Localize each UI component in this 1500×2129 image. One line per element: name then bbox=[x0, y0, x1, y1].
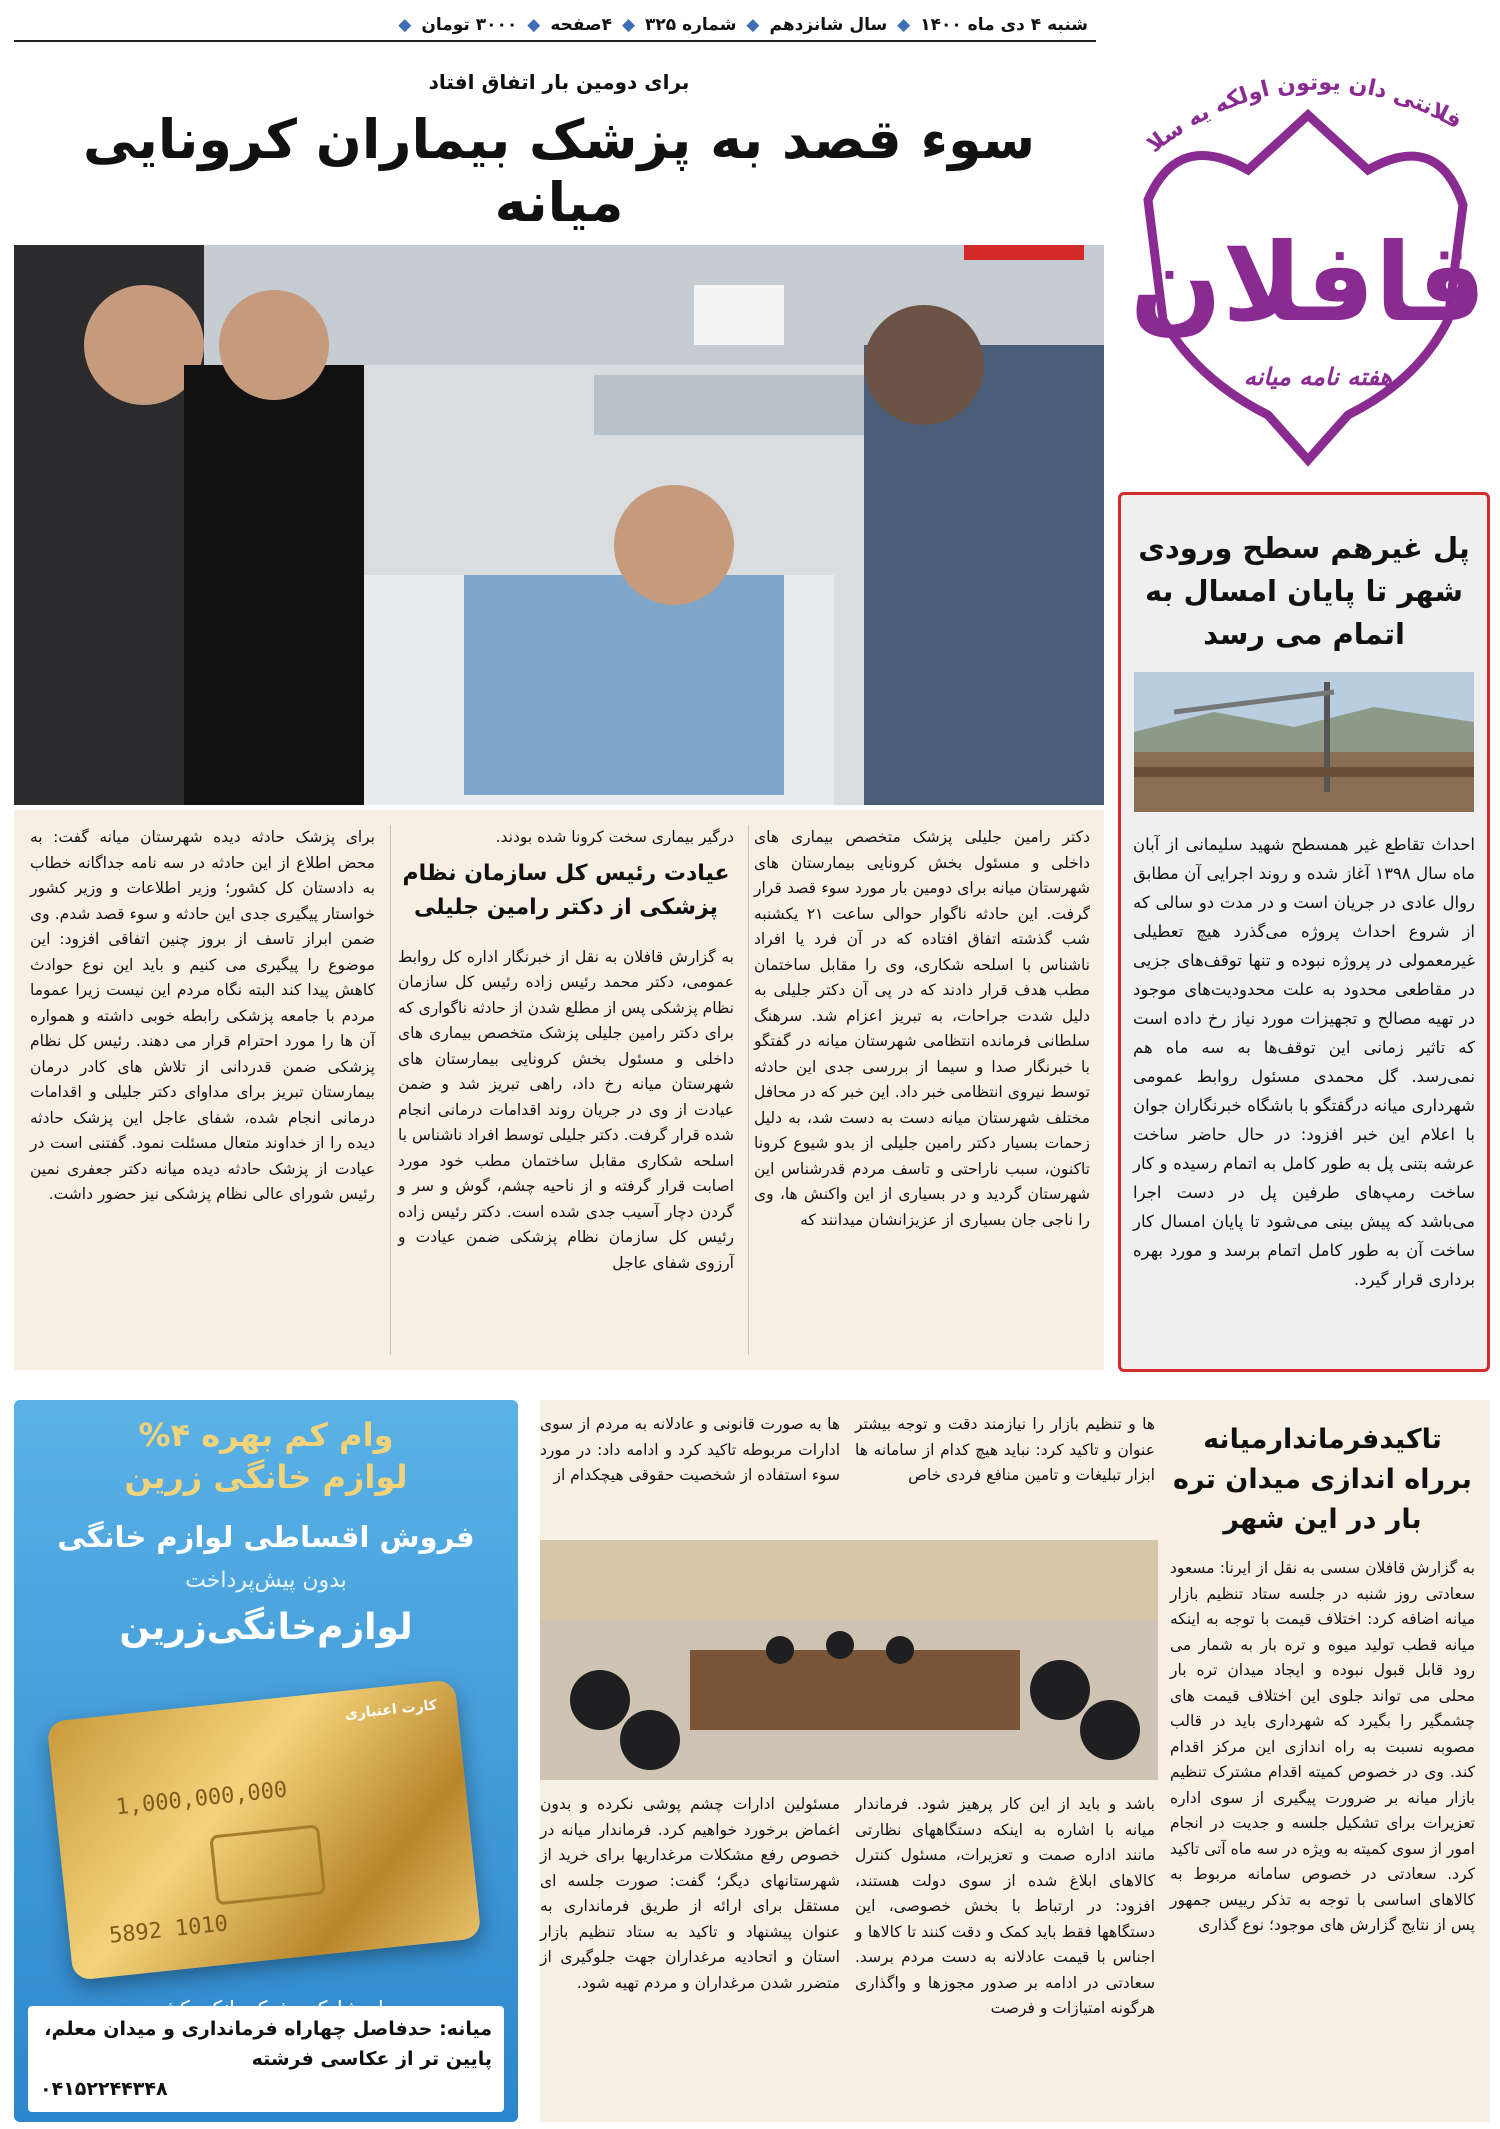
second-bottom-right: باشد و باید از این کار پرهیز شود. فرماندار میانه با اشاره به اینکه دستگاههای نظارتی مانند اداره صمت و تعزیرات، مسئول کنترل کالاهای ابلاغ شده از سوی دولت هستند، افزود: در ارتباط با بخش خصوصی، این دستگاهها فقط باید کمک و دقت کنند تا کالاها و اجناس با قیمت عادلانه به دست مردم برسد. سعادتی در ادامه بر صدور مجوزها و واگذاری هرگونه امتیازات و فرصت bbox=[855, 1795, 1155, 2017]
logo-subtitle: هفته نامه میانه bbox=[1243, 363, 1393, 391]
svg-text:قافلانتی دان یوتون اولکه یه سل bbox=[1118, 20, 1466, 158]
ad-address: میانه: حدفاصل چهاراه فرمانداری و میدان معلم، پایین تر از عکاسی فرشته bbox=[44, 2018, 492, 2070]
lead-column-middle-text: به گزارش قافلان به نقل از خبرنگار اداره کل روابط عمومی، دکتر محمد رئیس زاده رئیس کل سازمان نظام پزشکی پس از مطلع شدن از حادثه ناگواری که برای دکتر رامین جلیلی پزشک متخصص بیماری های داخلی و مسئول بخش کرونایی بیمارستان های شهرستان میانه رخ داد، راهی تبریز شد و ضمن عیادت از وی در جریان روند اقدامات درمانی انجام شده قرار گرفت. دکتر جلیلی توسط افراد ناشناس با اسلحه شکاری مقابل ساختمان مطب خود مورد اصابت قرار گرفته و از ناحیه چشم، گوش و سر و گردن دچار آسیب جدی شده است. دکتر رئیس زاده رئیس کل سازمان نظام پزشکی ضمن عیادت و آرزوی شفای عاجل bbox=[398, 947, 734, 1272]
column-divider bbox=[748, 825, 749, 1355]
credit-card-image bbox=[47, 1679, 482, 1980]
meeting-room-image bbox=[540, 1540, 1158, 1780]
second-top-right: ها و تنظیم بازار را نیازمند دقت و توجه بیشتر عنوان و تاکید کرد: نباید هیچ کدام از سامانه ها ابزار تبلیغات و تامین منافع فردی خاص bbox=[855, 1415, 1155, 1484]
second-title: تاکیدفرماندارمیانه برراه اندازی میدان تره بار در این شهر bbox=[1173, 1424, 1472, 1535]
card-number: 1,000,000,000 bbox=[114, 1777, 289, 1821]
masthead-pages: ۴صفحه bbox=[550, 15, 612, 35]
lead-headline: سوء قصد به پزشک بیماران کرونایی میانه bbox=[82, 108, 1036, 234]
hospital-scene-image bbox=[14, 245, 1104, 805]
ad-loan-text: وام کم بهره ۴% bbox=[138, 1416, 394, 1454]
ad-address-box bbox=[28, 2006, 504, 2112]
bridge-photo bbox=[1134, 672, 1474, 812]
bridge-construction-image bbox=[1134, 672, 1474, 812]
ad-phone[interactable]: ۰۴۱۵۲۲۴۴۳۴۸ bbox=[40, 2078, 168, 2100]
lead-kicker: برای دومین بار اتفاق افتاد bbox=[428, 70, 690, 94]
ad-no-prepay-text: بدون پیش‌پرداخت bbox=[185, 1568, 347, 1593]
card-digits: 5892 1010 bbox=[107, 1911, 230, 1949]
lead-column-middle bbox=[398, 825, 734, 1276]
newspaper-logo bbox=[1118, 20, 1490, 475]
second-top-left: ها به صورت قانونی و عادلانه به مردم از سوی ادارات مربوطه تاکید کرد و ادامه داد: در مورد سوء استفاده از شخصیت حقوقی هیچکدام از bbox=[540, 1415, 840, 1484]
second-bottom-left: مسئولین ادارات چشم پوشی نکرده و بدون اغماض برخورد خواهیم کرد. فرماندار میانه در خصوص رفع مشکلات مرغداریها برای خرید از شهرستانهای دیگر؛ گفت: صورت جلسه ای مستقل برای ارائه از طریق فرمانداری به عنوان پیشنهاد و تاکید به ستاد تنظیم بازار استان و اتحادیه مرغداران جهت جلوگیری از متضرر شدن مرغداران و مردم تهیه شود. bbox=[540, 1795, 840, 1992]
masthead-issue: شماره ۳۲۵ bbox=[645, 15, 737, 35]
hospital-photo bbox=[14, 245, 1104, 805]
masthead-year: سال شانزدهم bbox=[769, 15, 888, 35]
lead-column-left: برای پزشک حادثه دیده شهرستان میانه گفت: به محض اطلاع از این حادثه در سه نامه جداگانه خطاب به دادستان کل کشور؛ وزیر اطلاعات و وزیر کشور خواستار پیگیری جدی این حادثه و سوء قصد شدم. وی ضمن ابراز تاسف از بروز چنین اتفاقی افزود: این موضوع را پیگیری می کنیم و باید این نوع حوادث کاهش پیدا کند البته نگاه مردم این نیست زیرا عموما مردم با جامعه پزشکی رابطه خوبی داشته و همواره آن ها را مورد احترام قرار می دهند. رئیس کل نظام پزشکی ضمن قدردانی از تلاش های کادر درمان بیمارستان تبریز برای مداوای دکتر جلیلی و اقدامات درمانی انجام شده، شفای عاجل این پزشک حادثه دیده را از خداوند متعال مسئلت نمود. گفتنی است در عیادت از پزشک حادثه دیده میانه دکتر جعفری نمین رئیس شورای عالی نظام پزشکی نیز حضور داشت. bbox=[30, 828, 375, 1203]
masthead-bar: شنبه ۴ دی ماه ۱۴۰۰ ◆ سال شانزدهم ◆ شماره ۳۲۵ ◆ ۴صفحه ◆ ۳۰۰۰ تومان ◆ bbox=[14, 8, 1096, 42]
sidebar-title: پل غیرهم سطح ورودی شهر تا پایان امسال به اتمام می رسد bbox=[1138, 531, 1470, 651]
meeting-photo bbox=[540, 1540, 1158, 1780]
card-label: کارت اعتباری bbox=[344, 1697, 438, 1723]
logo-name: قافلان bbox=[1129, 221, 1487, 346]
column-divider bbox=[390, 825, 391, 1355]
ad-brand-large: لوازم‌خانگی‌زرین bbox=[119, 1607, 413, 1648]
lead-column-middle-top: درگیر بیماری سخت کرونا شده بودند. bbox=[495, 828, 734, 846]
masthead-price: ۳۰۰۰ تومان bbox=[421, 15, 518, 35]
lead-subhead: عیادت رئیس کل سازمان نظام پزشکی از دکتر رامین جلیلی bbox=[402, 860, 730, 920]
logo-graphic bbox=[1118, 20, 1490, 475]
advertisement[interactable] bbox=[14, 1400, 518, 2122]
second-intro: به گزارش قافلان سسی به نقل از ایرنا: مسعود سعادتی روز شنبه در جلسه ستاد تنظیم بازار میانه اضافه کرد: اختلاف قیمت با توجه به اینکه میانه قطب تولید میوه و تره بار به شمار می رود قابل قبول نبوده و ایجاد میدان تره بار محلی می تواند جلوی این اختلاف قیمت های چشمگیر را بگیرد که شهرداری باید در قالب مصوبه نسبت به راه اندازی این مرکز اقدام کند. وی در خصوص کمیته اقدام مشترک تنظیم بازار میانه بر ضرورت پیگیری از سوی اداره تعزیرات برای تشکیل جلسه و جدیت در انجام امور از سوی کمیته به ویژه در سه ماه آتی تاکید کرد. سعادتی در خصوص سامانه مربوط به کالاهای اساسی با توجه به تذکر رییس جمهور پس از نتایج گزارش های موجود؛ نوع گذاری bbox=[1170, 1559, 1475, 1934]
ad-brand-text: لوازم خانگی زرین bbox=[124, 1458, 408, 1496]
sidebar-box bbox=[1118, 492, 1490, 1372]
ad-installment-text: فروش اقساطی لوازم خانگی bbox=[57, 1520, 475, 1554]
sidebar-text: احداث تقاطع غیر همسطح شهید سلیمانی از آبان ماه سال ۱۳۹۸ آغاز شده و روند اجرایی آن مطابق روال عادی در جریان است و در مدت دو سالی که از شروع احداث پروژه می‌گذرد هیچ تعطیلی غیرمعمولی در پروژه نبوده و تنها توقف‌های جزیی در مقاطعی محدود به علت محدودیت‌های موجود در تهیه مصالح و تجهیزات مورد نیاز رخ داده است که تاثیر زمانی این توقف‌ها به سه ماه هم نمی‌رسد. گل محمدی مسئول روابط عمومی شهرداری میانه درگفتگو با باشگاه خبرنگاران جوان با اعلام این خبر افزود: در حال حاضر ساخت عرشه بتنی پل به طور کامل به اتمام رسیده و کار ساخت رمپ‌های طرفین پل در دست اجرا می‌باشد که پیش بینی می‌شود تا پایان امسال کار ساخت آن به طور کامل اتمام برسد و مورد بهره برداری قرار گیرد. bbox=[1133, 835, 1476, 1289]
card-chip-icon bbox=[209, 1824, 326, 1905]
ad-headline bbox=[14, 1414, 518, 1498]
second-column-right bbox=[1170, 1420, 1475, 1939]
lead-column-right: دکتر رامین جلیلی پزشک متخصص بیماری های داخلی و مسئول بخش کرونایی بیمارستان های شهرستان میانه برای دومین بار مورد سوء قصد قرار گرفت. این حادثه ناگوار حوالی ساعت ۲۱ یکشنبه شب گذشته اتفاق افتاده که در آن فرد یا افراد ناشناس با اسلحه شکاری، وی را مقابل ساختمان مطب هدف قرار دادند که در پی آن دکتر جلیلی به دلیل شدت جراحات، به تبریز اعزام شد. سرهنگ سلطانی فرمانده انتظامی شهرستان میانه در گفتگو با خبرنگار صدا و سیما از بررسی جدی این حادثه توسط نیروی انتظامی خبر داد. این خبر که در محافل مختلف شهرستان میانه دست به دست شد، به دلیل زحمات بسیار دکتر رامین جلیلی از بدو شیوع کرونا تاکنون، سبب ناراحتی و تاسف مردم قدرشناس این شهرستان گردید و در بسیاری از این واکنش ها، وی را ناجی جان بسیاری از عزیزانشان میدانند که bbox=[754, 828, 1090, 1229]
logo-tagline: قافلانتی دان یوتون اولکه یه سلام bbox=[1142, 70, 1466, 158]
masthead-date: شنبه ۴ دی ماه ۱۴۰۰ bbox=[920, 15, 1088, 35]
